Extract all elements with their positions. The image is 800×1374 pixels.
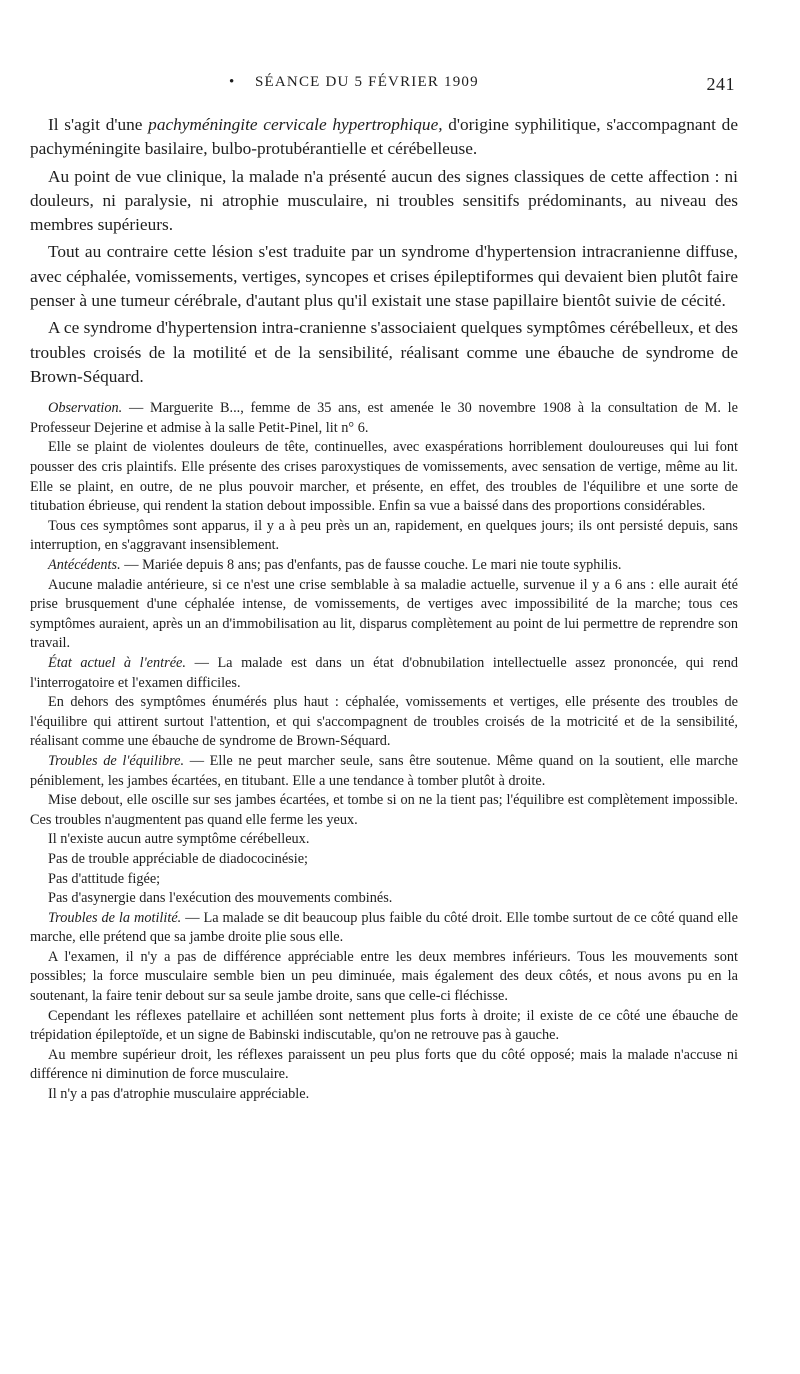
header-bullet: • xyxy=(229,74,236,90)
case-paragraph: Antécédents. — Mariée depuis 8 ans; pas d'enfants, pas de fausse couche. Le mari nie toute syphilis. xyxy=(48,557,622,574)
body-text xyxy=(30,113,738,1105)
case-report-section xyxy=(30,399,738,1104)
case-paragraph: Tous ces symptômes sont apparus, il y a à peu près un an, rapidement, en quelques jours; ils ont persisté depuis, sans interruption, en s'aggravant insensiblement. xyxy=(30,517,738,554)
case-paragraph: Aucune maladie antérieure, si ce n'est une crise semblable à sa maladie actuelle, survenue il y a 6 ans : elle aurait été prise brusquement d'une céphalée intense, de vomissements, de vertiges avec impossibilité de la marche; tous ces symptômes auraient, après un an d'immobilisation au lit, disparus complètement au point de lui permettre de reprendre son travail. xyxy=(30,576,738,652)
intro-section xyxy=(30,113,738,389)
case-paragraph: A l'examen, il n'y a pas de différence appréciable entre les deux membres inférieurs. Tous les mouvements sont possibles; la force musculaire semble bien un peu diminuée, mais également des deux côtés, et nous avons pu en la soutenant, la faire tenir debout sur sa seule jambe droite, sans que celle-ci fléchisse. xyxy=(30,948,738,1005)
case-paragraph: Pas d'asynergie dans l'exécution des mouvements combinés. xyxy=(48,890,393,907)
case-paragraph: Elle se plaint de violentes douleurs de tête, continuelles, avec exaspérations horriblement douloureuses qui lui font pousser des cris plaintifs. Elle présente des crises paroxystiques de vomissements, avec sensation de vertige, même au lit. Elle se plaint, en outre, de ne plus pouvoir marcher, et présente, en effet, des troubles de l'équilibre et une sorte de titubation ébrieuse, qui rendent la station debout impossible. Enfin sa vue a baissé dans des proportions considérables. xyxy=(30,439,738,515)
case-paragraph: Au membre supérieur droit, les réflexes paraissent un peu plus forts que du côté opposé; mais la malade n'accuse ni différence ni diminution de force musculaire. xyxy=(30,1046,738,1083)
header-title: SÉANCE DU 5 FÉVRIER 1909 xyxy=(255,74,479,90)
case-paragraph: En dehors des symptômes énumérés plus haut : céphalée, vomissements et vertiges, elle présente des troubles de l'équilibre qui attirent surtout l'attention, et qui s'accompagnent de troubles croisés de la motricité et de la sensibilité, réalisant comme une ébauche de syndrome de Brown-Séquard. xyxy=(30,694,738,750)
case-paragraph: Il n'y a pas d'atrophie musculaire appréciable. xyxy=(48,1086,310,1103)
case-paragraph: Observation. — Marguerite B..., femme de 35 ans, est amenée le 30 novembre 1908 à la consultation de M. le Professeur Dejerine et admise à la salle Petit-Pinel, lit n° 6. xyxy=(30,400,738,436)
case-paragraph: Troubles de la motilité. — La malade se dit beaucoup plus faible du côté droit. Elle tombe surtout de ce côté quand elle marche, elle prétend que sa jambe droite plie sous elle. xyxy=(30,909,738,946)
case-paragraph: Troubles de l'équilibre. — Elle ne peut marcher seule, sans être soutenue. Même quand on la soutient, elle marche péniblement, les jambes écartées, en titubant. Elle a une tendance à tomber plutôt à droite. xyxy=(30,752,738,789)
page-number: 241 xyxy=(706,74,735,94)
case-paragraph: État actuel à l'entrée. — La malade est dans un état d'obnubilation intellectuelle assez prononcée, qui rend l'interrogatoire et l'examen difficiles. xyxy=(30,654,738,691)
intro-paragraph: Au point de vue clinique, la malade n'a présenté aucun des signes classiques de cette affection : ni douleurs, ni paralysie, ni atrophie musculaire, ni troubles sensitifs prédominants, au niveau des membres supérieurs. xyxy=(30,166,738,235)
running-header xyxy=(229,74,765,100)
intro-paragraph: Il s'agit d'une pachyméningite cervicale hypertrophique, d'origine syphilitique, s'accompagnant de pachyméningite basilaire, bulbo-protubérantielle et cérébelleuse. xyxy=(30,115,738,159)
case-paragraph: Pas de trouble appréciable de diadococinésie; xyxy=(48,850,309,867)
case-paragraph: Cependant les réflexes patellaire et achilléen sont nettement plus forts à droite; il existe de ce côté une ébauche de trépidation épileptoïde, et un signe de Babinski indiscutable, qu'on ne retrouve pas à gauche. xyxy=(30,1007,738,1044)
case-paragraph: Il n'existe aucun autre symptôme cérébelleux. xyxy=(48,831,310,848)
case-paragraph: Mise debout, elle oscille sur ses jambes écartées, et tombe si on ne la tient pas; l'équilibre est complètement impossible. Ces troubles n'augmentent pas quand elle ferme les yeux. xyxy=(30,792,738,828)
case-paragraph: Pas d'attitude figée; xyxy=(48,870,161,887)
intro-paragraph: A ce syndrome d'hypertension intra-cranienne s'associaient quelques symptômes cérébelleux, et des troubles croisés de la motilité et de la sensibilité, réalisant comme une ébauche de syndrome de Brown-Séquard. xyxy=(30,318,738,386)
intro-paragraph: Tout au contraire cette lésion s'est traduite par un syndrome d'hypertension intracranienne diffuse, avec céphalée, vomissements, vertiges, syncopes et crises épileptiformes qui devaient bien plutôt faire penser à une tumeur cérébrale, d'autant plus qu'il existait une stase papillaire bientôt suivie de cécité. xyxy=(30,242,738,311)
